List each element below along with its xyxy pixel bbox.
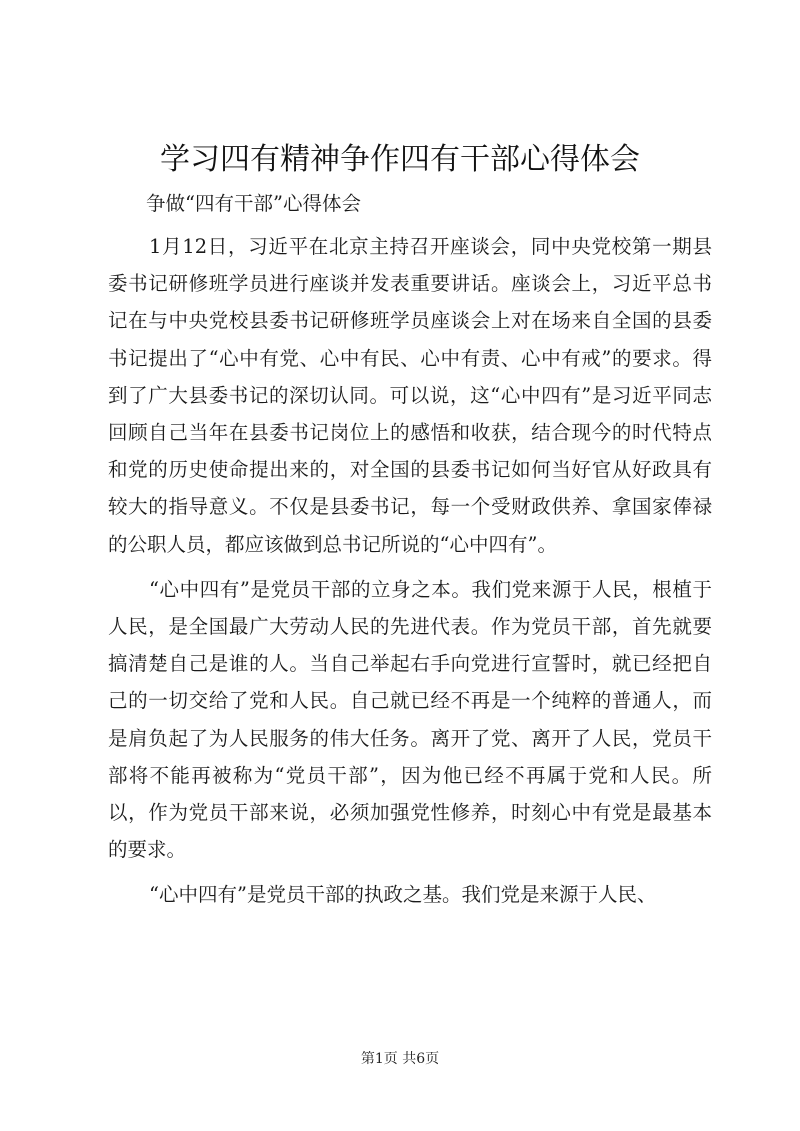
page-number-footer: 第1页 共6页: [360, 1051, 440, 1067]
paragraph: 1月12日，习近平在北京主持召开座谈会，同中央党校第一期县委书记研修班学员进行座谈并发表重要讲话。座谈会上，习近平总书记在与中央党校县委书记研修班学员座谈会上对在场来自全国的县委书记提出了“心中有党、心中有民、心中有责、心中有戒”的要求。得到了广大县委书记的深切认同。可以说，这“心中四有”是习近平同志回顾自己当年在县委书记岗位上的感悟和收获，结合现今的时代特点和党的历史使命提出来的，对全国的县委书记如何当好官从好政具有较大的指导意义。不仅是县委书记，每一个受财政供养、拿国家俸禄的公职人员，都应该做到总书记所说的“心中四有”。: [108, 235, 712, 556]
paragraph: “心中四有”是党员干部的立身之本。我们党来源于人民，根植于人民，是全国最广大劳动人民的先进代表。作为党员干部，首先就要搞清楚自己是谁的人。当自己举起右手向党进行宣誓时，就已经把自己的一切交给了党和人民。自己就已经不再是一个纯粹的普通人，而是肩负起了为人民服务的伟大任务。离开了党、离开了人民，党员干部将不能再被称为“党员干部”，因为他已经不再属于党和人民。所以，作为党员干部来说，必须加强党性修养，时刻心中有党是最基本的要求。: [108, 577, 712, 862]
paragraph: “心中四有”是党员干部的执政之基。我们党是来源于人民、: [149, 883, 657, 907]
page-title: 学习四有精神争作四有干部心得体会: [160, 142, 640, 177]
document-body: [108, 228, 712, 922]
document-subtitle: 争做“四有干部”心得体会: [146, 192, 361, 215]
